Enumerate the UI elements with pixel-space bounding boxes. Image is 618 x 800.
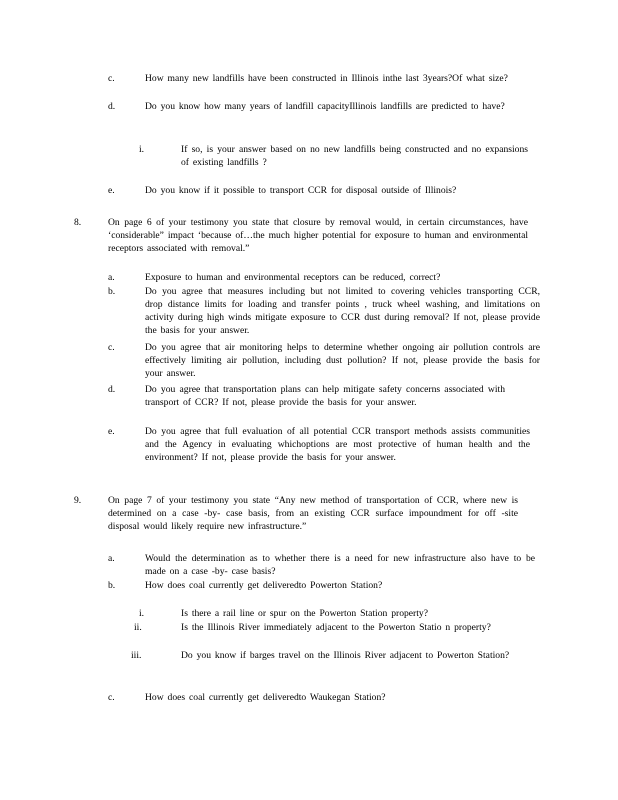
item-text: Is the Illinois River immediately adjacent to the Powerton Statio n property? bbox=[181, 622, 491, 633]
item-label: iii. bbox=[131, 650, 142, 661]
item-label: i. bbox=[139, 608, 145, 619]
item-label: e. bbox=[108, 185, 115, 196]
item-text: Do you agree that measures including but not limited to covering vehicles transporting CCR, drop distance limits for loading and transfer points , truck wheel washing, and limitations on activity during high winds mitigate exposure to CCR dust during removal? If not, please provide the basis for your answer. bbox=[145, 286, 540, 336]
item-label: c. bbox=[108, 73, 115, 84]
item-text: Exposure to human and environmental receptors can be reduced, correct? bbox=[145, 272, 441, 283]
item-text: If so, is your answer based on no new landfills being constructed and no expansions of existing landfills ? bbox=[181, 144, 528, 168]
item-text: Do you know how many years of landfill capacityIllinois landfills are predicted to have? bbox=[145, 101, 505, 112]
item-label: d. bbox=[108, 101, 116, 112]
item-label: i. bbox=[139, 144, 145, 155]
item-text: Do you agree that air monitoring helps to determine whether ongoing air pollution controls are effectively limiting air pollution, including dust pollution? If not, please provide the basis for your answer. bbox=[145, 342, 540, 379]
item-label: b. bbox=[108, 286, 116, 297]
item-text: How many new landfills have been constructed in Illinois inthe last 3years?Of what size? bbox=[145, 73, 508, 84]
item-text: How does coal currently get deliveredto Powerton Station? bbox=[145, 580, 383, 591]
item-label: d. bbox=[108, 384, 116, 395]
item-text: Do you know if barges travel on the Illinois River adjacent to Powerton Station? bbox=[181, 650, 510, 661]
item-label: 9. bbox=[74, 495, 82, 506]
item-label: ii. bbox=[134, 622, 142, 633]
item-text: How does coal currently get deliveredto Waukegan Station? bbox=[145, 692, 386, 703]
item-label: c. bbox=[108, 692, 115, 703]
item-text: Would the determination as to whether there is a need for new infrastructure also have to be made on a case -by- case basis? bbox=[145, 553, 535, 577]
item-text: Is there a rail line or spur on the Powerton Station property? bbox=[181, 608, 428, 619]
item-label: b. bbox=[108, 580, 116, 591]
item-label: c. bbox=[108, 342, 115, 353]
item-label: e. bbox=[108, 426, 115, 437]
item-text: Do you know if it possible to transport CCR for disposal outside of Illinois? bbox=[145, 185, 457, 196]
item-text: Do you agree that full evaluation of all potential CCR transport methods assists communities and the Agency in evaluating whichoptions are most protective of human health and the environment? If not, please provide the basis for your answer. bbox=[145, 426, 530, 463]
item-label: 8. bbox=[74, 217, 82, 228]
item-label: a. bbox=[108, 553, 115, 564]
item-text: On page 7 of your testimony you state “Any new method of transportation of CCR, where new is determined on a case -by- case basis, from an existing CCR surface impoundment for off -site disposal would likely require new infrastructure.” bbox=[108, 495, 518, 532]
item-label: a. bbox=[108, 272, 115, 283]
item-text: On page 6 of your testimony you state that closure by removal would, in certain circumstances, have ‘considerable” impact ‘because of…the much higher potential for exposure to human and environmental receptors associated with removal.” bbox=[108, 217, 528, 254]
item-text: Do you agree that transportation plans can help mitigate safety concerns associated with transport of CCR? If not, please provide the basis for your answer. bbox=[145, 384, 505, 408]
